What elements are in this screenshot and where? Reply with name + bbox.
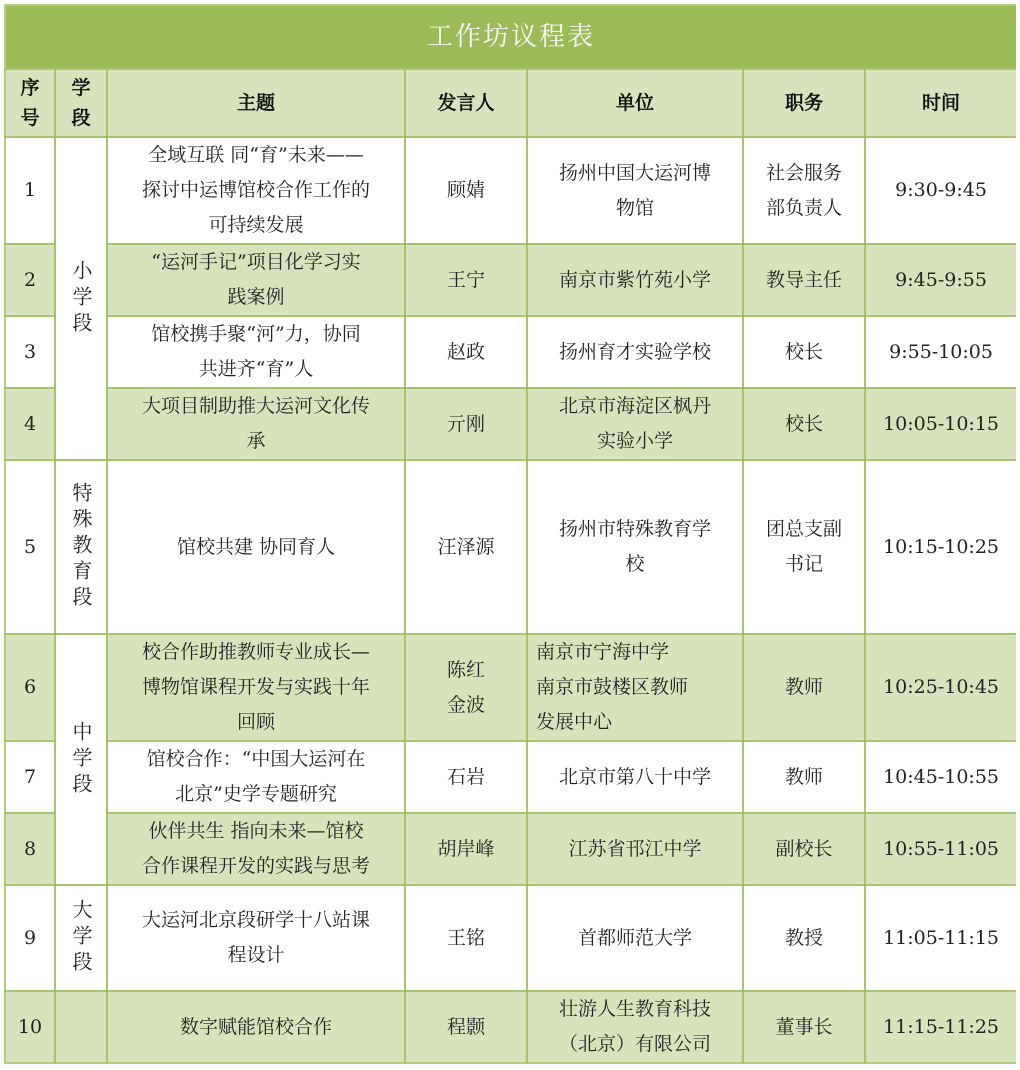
topic-cell-line: 大项目制助推大运河文化传 (141, 395, 370, 417)
unit-cell-line: 南京市紫竹苑小学 (558, 268, 711, 291)
row-index: 9 (5, 885, 55, 991)
time-cell: 10:05-10:15 (865, 388, 1017, 460)
role-cell (743, 244, 865, 316)
topic-cell-line: 承 (246, 430, 266, 452)
role-cell-line: 校长 (784, 412, 823, 435)
unit-cell (527, 460, 743, 634)
speaker-cell-line: 石岩 (446, 765, 485, 788)
time-cell: 9:45-9:55 (865, 244, 1017, 316)
unit-cell-line: 北京市海淀区枫丹 (558, 395, 711, 417)
unit-cell-line: 北京市第八十中学 (558, 765, 711, 788)
row-index: 5 (5, 460, 55, 634)
role-cell-line: 教师 (784, 765, 823, 788)
topic-cell-line: 合作课程开发的实践与思考 (141, 855, 370, 877)
stage-cell: 特殊教育段 (55, 460, 107, 634)
header-role: 职务 (743, 69, 865, 137)
topic-cell-line: 探讨中运博馆校合作工作的 (141, 179, 370, 201)
stage-cell: 大学段 (55, 885, 107, 991)
unit-cell (527, 885, 743, 991)
speaker-cell (405, 244, 527, 316)
topic-cell (107, 885, 405, 991)
role-cell (743, 316, 865, 388)
time-cell: 9:55-10:05 (865, 316, 1017, 388)
topic-cell-line: 大运河北京段研学十八站课 (141, 909, 370, 931)
topic-cell-line: 博物馆课程开发与实践十年 (141, 676, 370, 698)
topic-cell-line: 北京”史学专题研究 (175, 783, 337, 805)
topic-cell-line: 践案例 (227, 286, 285, 308)
time-cell: 9:30-9:45 (865, 137, 1017, 244)
header-index: 序 号 (5, 69, 55, 137)
speaker-cell (405, 460, 527, 634)
time-cell: 11:05-11:15 (865, 885, 1017, 991)
unit-cell (527, 991, 743, 1063)
unit-cell-line: 首都师范大学 (577, 926, 692, 949)
topic-cell-line: 共进齐“育”人 (198, 358, 314, 380)
unit-cell-line: 南京市鼓楼区教师 (536, 676, 689, 698)
role-cell (743, 813, 865, 885)
unit-cell-line: 物馆 (615, 196, 654, 219)
topic-cell-line: 校合作助推教师专业成长— (141, 641, 370, 663)
role-cell-line: 书记 (784, 553, 823, 575)
role-cell-line: 教师 (784, 676, 823, 698)
agenda-table (4, 4, 1018, 1064)
role-cell (743, 885, 865, 991)
agenda-sheet (4, 4, 1016, 1066)
topic-cell-line: 程设计 (227, 944, 285, 966)
role-cell (743, 137, 865, 244)
header-speaker: 发言人 (405, 69, 527, 137)
table-row (5, 741, 1017, 813)
topic-cell (107, 634, 405, 741)
speaker-cell-line: 赵政 (446, 340, 485, 363)
agenda-body (5, 137, 1017, 1063)
topic-cell (107, 460, 405, 634)
unit-cell-line: 南京市宁海中学 (536, 641, 670, 663)
speaker-cell (405, 634, 527, 741)
topic-cell-line: 馆校共建 协同育人 (176, 535, 336, 558)
stage-cell: 中学段 (55, 634, 107, 885)
row-index: 4 (5, 388, 55, 460)
title-row (5, 5, 1017, 69)
topic-cell-line: 伙伴共生 指向未来—馆校 (148, 820, 364, 842)
role-cell-line: 团总支副 (765, 518, 842, 540)
unit-cell-line: 实验小学 (596, 430, 673, 452)
role-cell (743, 991, 865, 1063)
unit-cell (527, 634, 743, 741)
table-row (5, 634, 1017, 741)
row-index: 8 (5, 813, 55, 885)
role-cell (743, 741, 865, 813)
topic-cell (107, 388, 405, 460)
role-cell-line: 校长 (784, 340, 823, 363)
topic-cell (107, 137, 405, 244)
table-row (5, 991, 1017, 1063)
header-topic: 主题 (107, 69, 405, 137)
role-cell-line: 董事长 (775, 1015, 833, 1038)
role-cell (743, 634, 865, 741)
unit-cell (527, 741, 743, 813)
speaker-cell (405, 137, 527, 244)
time-cell: 11:15-11:25 (865, 991, 1017, 1063)
unit-cell-line: 校 (625, 553, 645, 575)
role-cell-line: 部负责人 (765, 196, 842, 219)
row-index: 10 (5, 991, 55, 1063)
topic-cell (107, 991, 405, 1063)
topic-cell (107, 813, 405, 885)
unit-cell-line: 扬州中国大运河博 (558, 161, 711, 184)
row-index: 3 (5, 316, 55, 388)
page-title: 工作坊议程表 (5, 5, 1017, 69)
header-stage: 学 段 (55, 69, 107, 137)
topic-cell-line: 可持续发展 (208, 214, 304, 236)
topic-cell-line: 回顾 (236, 711, 275, 733)
speaker-cell (405, 741, 527, 813)
unit-cell-line: 扬州市特殊教育学 (558, 518, 711, 540)
row-index: 6 (5, 634, 55, 741)
speaker-cell-line: 亓刚 (446, 412, 485, 435)
speaker-cell (405, 388, 527, 460)
header-row (5, 69, 1017, 137)
unit-cell (527, 316, 743, 388)
speaker-cell-line: 顾婧 (446, 179, 485, 201)
topic-cell-line: 全域互联 同“育”未来—— (148, 144, 364, 166)
row-index: 2 (5, 244, 55, 316)
speaker-cell (405, 885, 527, 991)
role-cell (743, 388, 865, 460)
topic-cell (107, 316, 405, 388)
unit-cell-line: 扬州育才实验学校 (558, 340, 711, 363)
header-time: 时间 (865, 69, 1017, 137)
speaker-cell-line: 胡岸峰 (437, 837, 495, 860)
time-cell: 10:15-10:25 (865, 460, 1017, 634)
row-index: 1 (5, 137, 55, 244)
unit-cell (527, 388, 743, 460)
table-row (5, 137, 1017, 244)
speaker-cell (405, 813, 527, 885)
speaker-cell-line: 王铭 (446, 926, 485, 949)
table-row (5, 316, 1017, 388)
topic-cell-line: 数字赋能馆校合作 (179, 1015, 332, 1038)
unit-cell-line: 发展中心 (536, 711, 613, 733)
header-unit: 单位 (527, 69, 743, 137)
unit-cell (527, 813, 743, 885)
topic-cell-line: 馆校携手聚“河”力，协同 (151, 323, 361, 345)
table-row (5, 244, 1017, 316)
role-cell (743, 460, 865, 634)
role-cell-line: 教导主任 (765, 268, 842, 291)
role-cell-line: 社会服务 (765, 161, 842, 184)
table-row (5, 885, 1017, 991)
speaker-cell (405, 316, 527, 388)
unit-cell (527, 137, 743, 244)
topic-cell-line: 馆校合作：“中国大运河在 (146, 748, 366, 770)
stage-cell: 小学段 (55, 137, 107, 460)
stage-cell (55, 991, 107, 1063)
time-cell: 10:45-10:55 (865, 741, 1017, 813)
topic-cell (107, 244, 405, 316)
table-row (5, 813, 1017, 885)
table-row (5, 460, 1017, 634)
role-cell-line: 教授 (784, 926, 823, 949)
unit-cell (527, 244, 743, 316)
row-index: 7 (5, 741, 55, 813)
speaker-cell-line: 汪泽源 (437, 535, 495, 558)
table-row (5, 388, 1017, 460)
unit-cell-line: 壮游人生教育科技 (558, 998, 711, 1020)
role-cell-line: 副校长 (775, 837, 833, 860)
speaker-cell (405, 991, 527, 1063)
topic-cell-line: “运河手记”项目化学习实 (151, 251, 361, 273)
topic-cell (107, 741, 405, 813)
speaker-cell-line: 程颢 (446, 1015, 485, 1038)
unit-cell-line: 江苏省邗江中学 (568, 837, 702, 860)
speaker-cell-line: 陈红 (446, 658, 485, 681)
unit-cell-line: （北京）有限公司 (558, 1033, 711, 1055)
speaker-cell-line: 金波 (446, 693, 485, 716)
time-cell: 10:25-10:45 (865, 634, 1017, 741)
speaker-cell-line: 王宁 (446, 268, 485, 291)
time-cell: 10:55-11:05 (865, 813, 1017, 885)
